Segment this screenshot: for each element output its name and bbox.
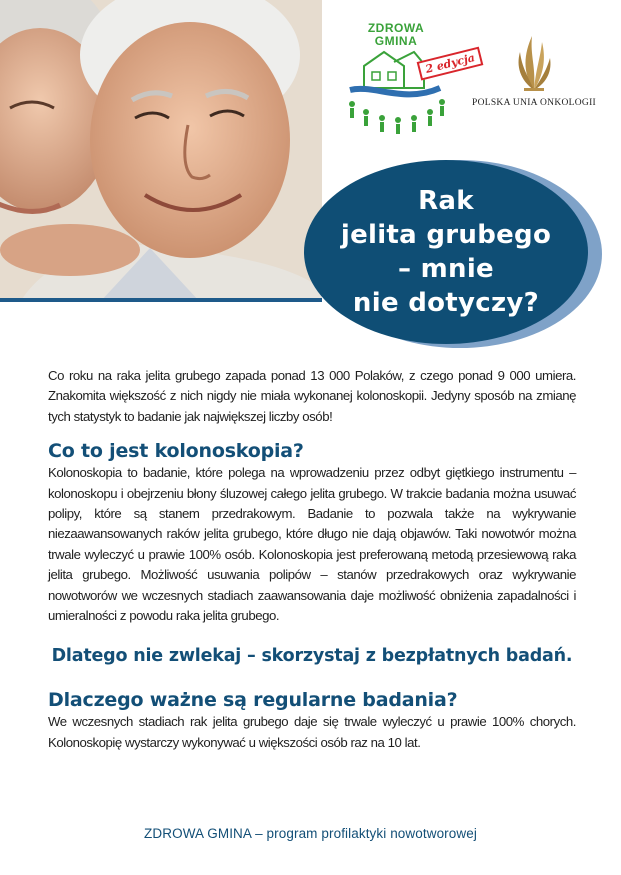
section-heading-regular-tests: Dlaczego ważne są regularne badania? (48, 689, 458, 712)
headline-ellipse (304, 160, 588, 344)
zdrowa-gmina-line2: GMINA (374, 34, 418, 48)
headline-line3: – mnie (397, 254, 494, 284)
flame-emblem-icon (514, 32, 554, 94)
section-body-regular-tests: We wczesnych stadiach rak jelita grubego daje się trwale wyleczyć u prawie 100% chorych. Kolonoskopię wystarczy wykonywać u większości osób raz na 10 lat. (48, 714, 576, 750)
section-body-colonoscopy: Kolonoskopia to badanie, które polega na wprowadzeniu przez odbyt giętkiego instrumentu – kolonoskopu i obejrzeniu błony śluzowej całego jelita grubego. W trakcie badania można usuwać polipy, które są stanem przedrakowym. Badanie to pozwala także na wykrywanie niezaawansowanych raków jelita grubego, które długo nie dają objawów. Taki nowotwór można trwale wyleczyć u prawie 100% osób. Kolonoskopia jest preferowaną metodą przesiewową raka jelita grubego. Możliwość usuwania polipów – stanów przedrakowych oraz wykrywanie nowotworów we wczesnych stadiach zaawansowania daje możliwość obniżenia zapadalności i umieralności z powodu raka jelita grubego. (48, 465, 576, 624)
edition-badge: 2 edycja (417, 46, 484, 80)
zdrowa-gmina-line1: ZDROWA (367, 21, 425, 35)
footer-program-name: ZDROWA GMINA – program profilaktyki nowotworowej (144, 826, 477, 841)
intro-paragraph: Co roku na raka jelita grubego zapada ponad 13 000 Polaków, z czego ponad 9 000 umiera. Znakomita większość z nich nigdy nie miała wykonanej kolonoskopii. Jedyny sposób na zmianę tych statystyk to badanie jak największej liczby osób! (48, 368, 576, 424)
couple-photo-illustration (0, 0, 322, 302)
polska-unia-onkologii-logo (464, 32, 614, 112)
couple-photo (0, 0, 322, 302)
polska-unia-onkologii-name: POLSKA UNIA ONKOLOGII (472, 98, 596, 108)
section-heading-colonoscopy: Co to jest kolonoskopia? (48, 440, 304, 463)
headline (341, 184, 551, 320)
photo-bottom-line (0, 298, 322, 302)
zdrowa-gmina-logo-text (354, 22, 438, 48)
leaflet-content (48, 366, 576, 753)
headline-line2: jelita grubego (340, 220, 552, 250)
headline-line4: nie dotyczy? (352, 288, 540, 318)
callout-free-tests: Dlatego nie zwlekaj – skorzystaj z bezpłatnych badań. (51, 646, 573, 667)
headline-line1: Rak (418, 186, 474, 216)
